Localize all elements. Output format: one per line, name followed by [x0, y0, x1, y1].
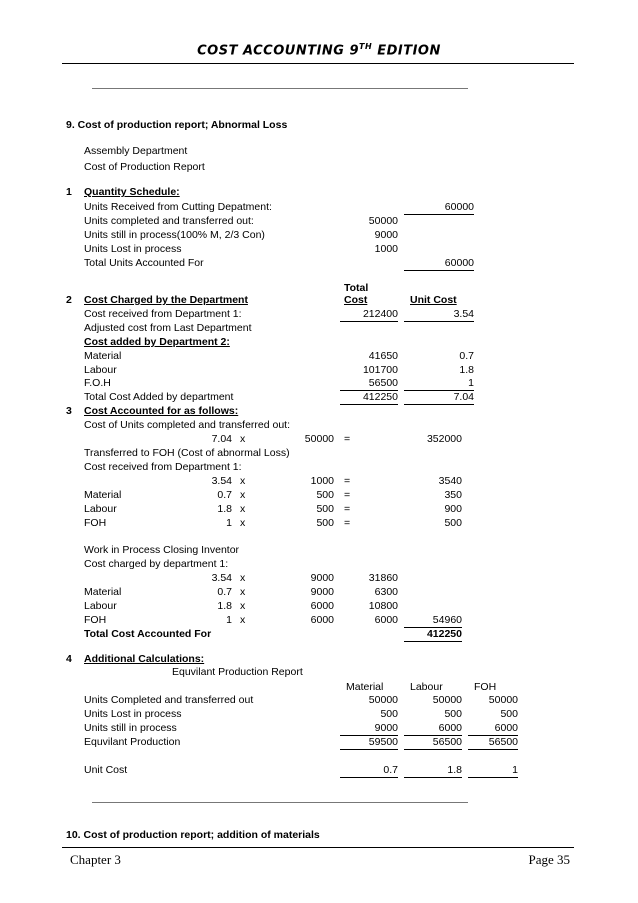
s4-r1-foh: 50000	[488, 694, 518, 706]
s2-labour-unit: 1.8	[459, 364, 474, 376]
s3-r5-x: x	[240, 517, 246, 529]
s4-number: 4	[66, 653, 72, 665]
s3-r3-eq: =	[344, 489, 351, 501]
s3-r5-label: FOH	[84, 517, 107, 529]
s3-label-2: Transferred to FOH (Cost of abnormal Loss)	[84, 447, 290, 459]
s2-header-unit-cost: Unit Cost	[410, 294, 457, 306]
s2-number: 2	[66, 294, 72, 306]
s2-label-3: Cost added by Department 2:	[84, 336, 230, 348]
s2-header-total: Total	[344, 282, 369, 294]
s4-r4-labour: 56500	[404, 736, 462, 750]
s4-subtitle: Equvilant Production Report	[172, 666, 303, 678]
s3-w3-units: 6000	[310, 600, 334, 612]
s3-w4-x: x	[240, 614, 246, 626]
s3-r5-amount: 500	[444, 517, 462, 529]
s3-wip-total: 54960	[404, 614, 462, 628]
s1-value-4: 1000	[374, 243, 398, 255]
s2-labour-label: Labour	[84, 364, 117, 376]
s4-r4-foh: 56500	[468, 736, 518, 750]
s4-r5-material: 0.7	[340, 764, 398, 778]
s1-title: Quantity Schedule:	[84, 186, 180, 198]
s1-label-4: Units Lost in process	[84, 243, 182, 255]
s3-w2-label: Material	[84, 586, 122, 598]
s3-r1-eq: =	[344, 433, 351, 445]
separator-top	[92, 88, 468, 89]
s3-r4-rate: 1.8	[217, 503, 232, 515]
s1-value-5: 60000	[404, 257, 474, 271]
s1-label-5: Total Units Accounted For	[84, 257, 204, 269]
s3-r3-units: 500	[316, 489, 334, 501]
footer-chapter: Chapter 3	[70, 852, 121, 867]
separator-bottom	[92, 802, 468, 803]
s3-r3-rate: 0.7	[217, 489, 232, 501]
s3-label-1: Cost of Units completed and transferred out:	[84, 419, 291, 431]
s2-foh-unit: 1	[404, 377, 474, 391]
s3-r5-eq: =	[344, 517, 351, 529]
s3-r2-x: x	[240, 475, 246, 487]
s3-w4-label: FOH	[84, 614, 107, 626]
s4-header-material: Material	[346, 681, 384, 693]
s3-r1-x: x	[240, 433, 246, 445]
s3-r5-rate: 1	[226, 517, 232, 529]
s4-r3-label: Units still in process	[84, 722, 177, 734]
s3-r4-label: Labour	[84, 503, 117, 515]
s3-w2-amount: 6300	[374, 586, 398, 598]
s4-r4-material: 59500	[340, 736, 398, 750]
report-name: Cost of Production Report	[84, 161, 205, 173]
s3-w2-x: x	[240, 586, 246, 598]
s4-r5-labour: 1.8	[404, 764, 462, 778]
s2-header-cost: Cost	[344, 294, 368, 306]
s2-labour-total: 101700	[362, 364, 398, 376]
s4-r5-foh: 1	[468, 764, 518, 778]
section-9-title: 9. Cost of production report; Abnormal Loss	[66, 119, 288, 131]
s4-r3-foh: 6000	[468, 722, 518, 736]
s3-r3-x: x	[240, 489, 246, 501]
s3-w4-rate: 1	[226, 614, 232, 626]
s3-w1-units: 9000	[310, 572, 334, 584]
s1-value-3: 9000	[374, 229, 398, 241]
s3-r1-units: 50000	[304, 433, 334, 445]
s3-r4-x: x	[240, 503, 246, 515]
s2-foh-label: F.O.H	[84, 377, 111, 389]
s3-r4-eq: =	[344, 503, 351, 515]
header-title: COST ACCOUNTING 9	[197, 43, 360, 59]
s1-label-2: Units completed and transferred out:	[84, 215, 254, 227]
s2-foh-total: 56500	[340, 377, 398, 391]
s2-total-label: Total Cost Added by department	[84, 391, 234, 403]
s3-label-3: Cost received from Department 1:	[84, 461, 242, 473]
s3-w3-x: x	[240, 600, 246, 612]
s2-total-1: 212400	[340, 308, 398, 322]
section-10-title: 10. Cost of production report; addition of materials	[66, 829, 320, 841]
s3-r3-label: Material	[84, 489, 122, 501]
s1-number: 1	[66, 186, 72, 198]
s1-label-3: Units still in process(100% M, 2/3 Con)	[84, 229, 265, 241]
s3-w1-rate: 3.54	[211, 572, 232, 584]
s4-title: Additional Calculations:	[84, 653, 205, 665]
s4-r2-material: 500	[380, 708, 398, 720]
s3-r1-rate: 7.04	[211, 433, 232, 445]
page-header	[0, 42, 638, 58]
s3-total-label: Total Cost Accounted For	[84, 628, 212, 640]
s4-r5-label: Unit Cost	[84, 764, 128, 776]
s4-r4-label: Equvilant Production	[84, 736, 181, 748]
s3-w4-amount: 6000	[374, 614, 398, 626]
s2-label-1: Cost received from Department 1:	[84, 308, 242, 320]
s3-r2-eq: =	[344, 475, 351, 487]
s4-r1-material: 50000	[368, 694, 398, 706]
s1-label-1: Units Received from Cutting Depatment:	[84, 201, 272, 213]
s3-w1-x: x	[240, 572, 246, 584]
s3-r4-amount: 900	[444, 503, 462, 515]
s3-r4-units: 500	[316, 503, 334, 515]
s3-w3-amount: 10800	[368, 600, 398, 612]
s3-r2-amount: 3540	[438, 475, 462, 487]
s3-r5-units: 500	[316, 517, 334, 529]
s2-total-unit: 7.04	[404, 391, 474, 405]
s4-r2-labour: 500	[444, 708, 462, 720]
s2-material-label: Material	[84, 350, 122, 362]
s3-r1-amount: 352000	[426, 433, 462, 445]
s1-value-2: 50000	[368, 215, 398, 227]
footer-rule	[62, 847, 574, 848]
s4-header-labour: Labour	[410, 681, 443, 693]
s3-w2-units: 9000	[310, 586, 334, 598]
s3-title: Cost Accounted for as follows:	[84, 405, 239, 417]
s2-material-total: 41650	[368, 350, 398, 362]
s4-r1-label: Units Completed and transferred out	[84, 694, 254, 706]
s3-wip-label: Work in Process Closing Inventor	[84, 544, 240, 556]
s3-r2-rate: 3.54	[211, 475, 232, 487]
s4-r3-material: 9000	[340, 722, 398, 736]
s3-w1-amount: 31860	[368, 572, 398, 584]
s3-w3-rate: 1.8	[217, 600, 232, 612]
s2-material-unit: 0.7	[459, 350, 474, 362]
s3-number: 3	[66, 405, 72, 417]
s4-r2-label: Units Lost in process	[84, 708, 182, 720]
s3-wip-label-2: Cost charged by department 1:	[84, 558, 229, 570]
s3-r3-amount: 350	[444, 489, 462, 501]
s3-r2-units: 1000	[310, 475, 334, 487]
header-rule	[62, 63, 574, 64]
footer-page-number: Page 35	[528, 852, 570, 867]
s3-total-value: 412250	[404, 628, 462, 642]
s4-r3-labour: 6000	[404, 722, 462, 736]
department-name: Assembly Department	[84, 145, 188, 157]
s3-w2-rate: 0.7	[217, 586, 232, 598]
s4-header-foh: FOH	[474, 681, 497, 693]
s2-total-total: 412250	[340, 391, 398, 405]
s3-w4-units: 6000	[310, 614, 334, 626]
header-sup: TH	[359, 42, 373, 51]
s2-unit-1: 3.54	[404, 308, 474, 322]
s2-label-2: Adjusted cost from Last Department	[84, 322, 252, 334]
s3-w3-label: Labour	[84, 600, 117, 612]
s1-value-1: 60000	[404, 201, 474, 215]
s4-r2-foh: 500	[500, 708, 518, 720]
s4-r1-labour: 50000	[432, 694, 462, 706]
s2-title: Cost Charged by the Department	[84, 294, 248, 306]
header-edition: EDITION	[372, 43, 441, 59]
